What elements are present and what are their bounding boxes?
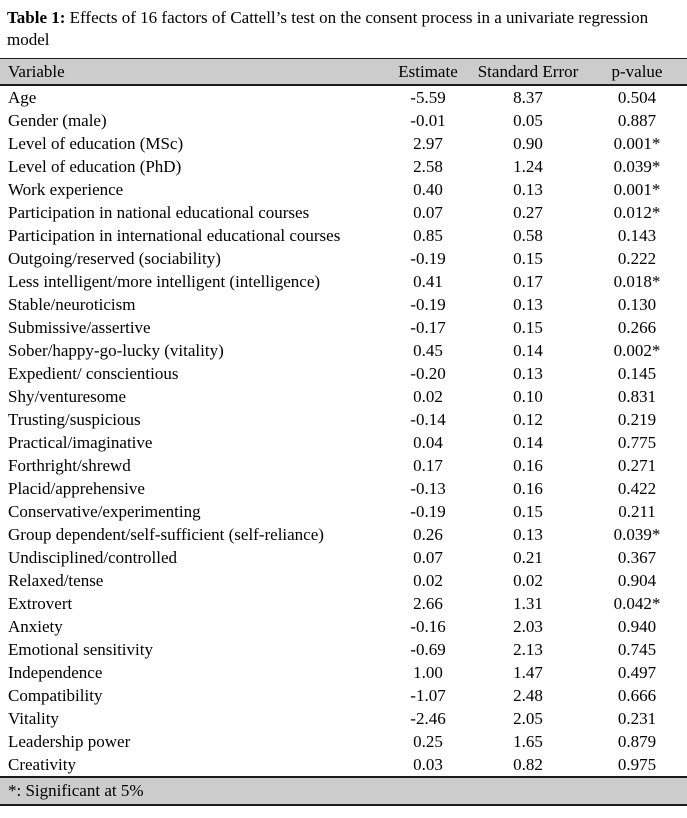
- estimate-cell: -0.13: [410, 479, 446, 498]
- p-value-cell: 0.745: [617, 640, 657, 659]
- p-value-cell: 0.367: [617, 548, 657, 567]
- table-row: [0, 615, 687, 638]
- std-error-cell: 0.14: [513, 341, 543, 360]
- variable-cell: Relaxed/tense: [8, 571, 104, 590]
- table-row: [0, 408, 687, 431]
- table-row: [0, 85, 687, 109]
- std-error-cell: 0.58: [513, 226, 543, 245]
- p-value-cell: 0.012*: [613, 203, 661, 222]
- std-error-cell: 1.47: [513, 663, 543, 682]
- std-error-cell: 0.15: [513, 502, 543, 521]
- table-row: [0, 109, 687, 132]
- table-row: [0, 385, 687, 408]
- p-value-cell: 0.975: [617, 755, 657, 774]
- estimate-cell: 0.40: [413, 180, 443, 199]
- variable-cell: Gender (male): [8, 111, 107, 130]
- std-error-cell: 0.13: [513, 295, 543, 314]
- table-row: [0, 753, 687, 777]
- p-value-cell: 0.904: [617, 571, 657, 590]
- estimate-cell: -0.19: [410, 295, 446, 314]
- variable-cell: Leadership power: [8, 732, 131, 751]
- std-error-cell: 0.15: [513, 249, 543, 268]
- p-value-cell: 0.271: [617, 456, 657, 475]
- estimate-cell: 0.41: [413, 272, 443, 291]
- p-value-cell: 0.887: [617, 111, 657, 130]
- p-value-cell: 0.001*: [613, 180, 661, 199]
- std-error-cell: 0.15: [513, 318, 543, 337]
- std-error-cell: 0.82: [513, 755, 543, 774]
- estimate-cell: 1.00: [413, 663, 443, 682]
- variable-cell: Emotional sensitivity: [8, 640, 153, 659]
- table-row: [0, 454, 687, 477]
- p-value-cell: 0.504: [617, 88, 657, 107]
- estimate-cell: -0.69: [410, 640, 446, 659]
- table-row: [0, 546, 687, 569]
- p-value-cell: 0.831: [617, 387, 657, 406]
- column-header-estimate: Estimate: [387, 59, 469, 86]
- p-value-cell: 0.018*: [613, 272, 661, 291]
- table-number-label: Table 1:: [7, 8, 66, 27]
- p-value-cell: 0.497: [617, 663, 657, 682]
- p-value-cell: 0.940: [617, 617, 657, 636]
- variable-cell: Forthright/shrewd: [8, 456, 131, 475]
- std-error-cell: 0.13: [513, 364, 543, 383]
- table-row: [0, 155, 687, 178]
- estimate-cell: 2.66: [413, 594, 443, 613]
- table-row: [0, 201, 687, 224]
- p-value-cell: 0.002*: [613, 341, 661, 360]
- estimate-cell: 0.17: [413, 456, 443, 475]
- p-value-cell: 0.143: [617, 226, 657, 245]
- table-row: [0, 523, 687, 546]
- std-error-cell: 0.13: [513, 525, 543, 544]
- estimate-cell: 0.07: [413, 203, 443, 222]
- std-error-cell: 2.13: [513, 640, 543, 659]
- table-body: [0, 85, 687, 777]
- variable-cell: Undisciplined/controlled: [8, 548, 178, 567]
- table-row: [0, 730, 687, 753]
- p-value-cell: 0.266: [617, 318, 657, 337]
- variable-cell: Level of education (PhD): [8, 157, 182, 176]
- p-value-cell: 0.222: [617, 249, 657, 268]
- variable-cell: Practical/imaginative: [8, 433, 153, 452]
- variable-cell: Sober/happy-go-lucky (vitality): [8, 341, 224, 360]
- variable-cell: Stable/neuroticism: [8, 295, 136, 314]
- std-error-cell: 0.05: [513, 111, 543, 130]
- std-error-cell: 1.65: [513, 732, 543, 751]
- table-row: [0, 592, 687, 615]
- estimate-cell: -0.17: [410, 318, 446, 337]
- p-value-cell: 0.422: [617, 479, 657, 498]
- variable-cell: Less intelligent/more intelligent (intelligence): [8, 272, 321, 291]
- table-row: [0, 500, 687, 523]
- std-error-cell: 0.21: [513, 548, 543, 567]
- variable-cell: Vitality: [8, 709, 59, 728]
- table-row: [0, 638, 687, 661]
- estimate-cell: 0.04: [413, 433, 443, 452]
- significance-footnote: *: Significant at 5%: [0, 777, 687, 805]
- variable-cell: Submissive/assertive: [8, 318, 151, 337]
- table-footnote-row: [0, 777, 687, 805]
- table-row: [0, 293, 687, 316]
- std-error-cell: 2.48: [513, 686, 543, 705]
- variable-cell: Shy/venturesome: [8, 387, 127, 406]
- std-error-cell: 0.16: [513, 456, 543, 475]
- variable-cell: Outgoing/reserved (sociability): [8, 249, 221, 268]
- estimate-cell: 0.85: [413, 226, 443, 245]
- variable-cell: Compatibility: [8, 686, 103, 705]
- p-value-cell: 0.001*: [613, 134, 661, 153]
- variable-cell: Participation in national educational courses: [8, 203, 310, 222]
- variable-cell: Extrovert: [8, 594, 73, 613]
- std-error-cell: 2.05: [513, 709, 543, 728]
- table-row: [0, 707, 687, 730]
- table-caption-text: Effects of 16 factors of Cattell’s test on the consent process in a univariate regression model: [7, 8, 649, 49]
- variable-cell: Work experience: [8, 180, 124, 199]
- estimate-cell: 0.26: [413, 525, 443, 544]
- variable-cell: Anxiety: [8, 617, 63, 636]
- p-value-cell: 0.211: [618, 502, 656, 521]
- estimate-cell: 0.03: [413, 755, 443, 774]
- p-value-cell: 0.219: [617, 410, 657, 429]
- table-row: [0, 132, 687, 155]
- variable-cell: Trusting/suspicious: [8, 410, 141, 429]
- table-title: [7, 7, 675, 51]
- table-row: [0, 339, 687, 362]
- p-value-cell: 0.042*: [613, 594, 661, 613]
- table-header-row: [0, 59, 687, 86]
- std-error-cell: 0.02: [513, 571, 543, 590]
- estimate-cell: -0.20: [410, 364, 446, 383]
- table-row: [0, 316, 687, 339]
- estimate-cell: -0.19: [410, 502, 446, 521]
- table-row: [0, 362, 687, 385]
- table-row: [0, 477, 687, 500]
- estimate-cell: -0.16: [410, 617, 446, 636]
- table-row: [0, 247, 687, 270]
- p-value-cell: 0.145: [617, 364, 657, 383]
- p-value-cell: 0.039*: [613, 525, 661, 544]
- std-error-cell: 0.10: [513, 387, 543, 406]
- table-row: [0, 270, 687, 293]
- estimate-cell: 0.25: [413, 732, 443, 751]
- regression-table: [0, 58, 687, 806]
- estimate-cell: -5.59: [410, 88, 446, 107]
- variable-cell: Age: [8, 88, 37, 107]
- std-error-cell: 0.27: [513, 203, 543, 222]
- estimate-cell: 0.07: [413, 548, 443, 567]
- std-error-cell: 0.14: [513, 433, 543, 452]
- std-error-cell: 8.37: [513, 88, 543, 107]
- p-value-cell: 0.775: [617, 433, 657, 452]
- estimate-cell: -1.07: [410, 686, 446, 705]
- estimate-cell: 0.02: [413, 571, 443, 590]
- estimate-cell: -0.19: [410, 249, 446, 268]
- std-error-cell: 0.12: [513, 410, 543, 429]
- variable-cell: Placid/apprehensive: [8, 479, 145, 498]
- estimate-cell: 2.58: [413, 157, 443, 176]
- variable-cell: Group dependent/self-sufficient (self-reliance): [8, 525, 324, 544]
- variable-cell: Creativity: [8, 755, 76, 774]
- std-error-cell: 1.24: [513, 157, 543, 176]
- estimate-cell: -2.46: [410, 709, 446, 728]
- estimate-cell: 2.97: [413, 134, 443, 153]
- std-error-cell: 0.16: [513, 479, 543, 498]
- std-error-cell: 2.03: [513, 617, 543, 636]
- table-row: [0, 224, 687, 247]
- variable-cell: Expedient/ conscientious: [8, 364, 179, 383]
- p-value-cell: 0.231: [617, 709, 657, 728]
- table-row: [0, 684, 687, 707]
- variable-cell: Participation in international educational courses: [8, 226, 341, 245]
- estimate-cell: 0.02: [413, 387, 443, 406]
- p-value-cell: 0.666: [617, 686, 657, 705]
- column-header-standard-error: Standard Error: [469, 59, 587, 86]
- p-value-cell: 0.130: [617, 295, 657, 314]
- std-error-cell: 0.17: [513, 272, 543, 291]
- table-row: [0, 661, 687, 684]
- table-row: [0, 569, 687, 592]
- p-value-cell: 0.879: [617, 732, 657, 751]
- column-header-variable: Variable: [0, 59, 387, 86]
- column-header-p-value: p-value: [587, 59, 687, 86]
- estimate-cell: -0.01: [410, 111, 446, 130]
- variable-cell: Level of education (MSc): [8, 134, 184, 153]
- p-value-cell: 0.039*: [613, 157, 661, 176]
- estimate-cell: 0.45: [413, 341, 443, 360]
- variable-cell: Conservative/experimenting: [8, 502, 201, 521]
- std-error-cell: 1.31: [513, 594, 543, 613]
- table-row: [0, 178, 687, 201]
- table-row: [0, 431, 687, 454]
- variable-cell: Independence: [8, 663, 103, 682]
- std-error-cell: 0.90: [513, 134, 543, 153]
- std-error-cell: 0.13: [513, 180, 543, 199]
- estimate-cell: -0.14: [410, 410, 446, 429]
